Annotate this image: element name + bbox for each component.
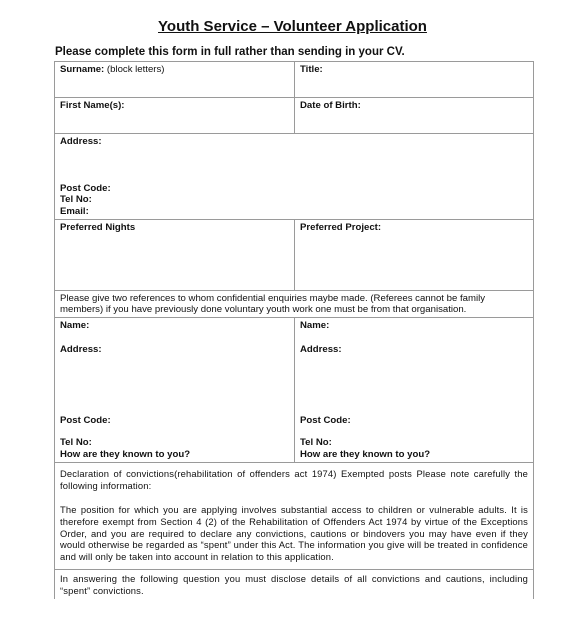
first-names-field[interactable]: [55, 98, 295, 134]
references-instruction: Please give two references to whom confidential enquiries maybe made. (Referees cannot be family members) if you have previously done voluntary youth work one must be from that organisation.: [55, 291, 534, 318]
form-intro: Please complete this form in full rather than sending in your CV.: [55, 46, 405, 58]
title-field[interactable]: [295, 62, 534, 98]
surname-hint: (block letters): [106, 64, 165, 75]
referee-1-tel-label: Tel No:: [60, 437, 92, 449]
referee-1[interactable]: [55, 318, 295, 463]
email-label: Email:: [60, 205, 89, 217]
form-title: Youth Service – Volunteer Application: [158, 18, 427, 35]
dob-field[interactable]: [295, 98, 534, 134]
declaration-body: The position for which you are applying involves substantial access to children or vulnerable adults. It is therefore exempt from Section 4 (2) of the Rehabilitation of Offenders Act 1974 by virtue of the Exceptions Order, and you are required to declare any convictions, cautions or bindovers you may have even if they would otherwise be regarded as “spent” under this Act. The information you give will be treated in confidence and will only be taken into account in relation to this application.: [60, 503, 528, 563]
preferred-project-label: Preferred Project:: [300, 222, 382, 234]
referee-2-name-label: Name:: [300, 320, 330, 332]
referee-1-address-label: Address:: [60, 343, 102, 355]
application-form: [54, 61, 534, 599]
dob-label: Date of Birth:: [300, 100, 361, 111]
referee-2-known-label: How are they known to you?: [300, 448, 431, 460]
referee-2-address-label: Address:: [300, 343, 342, 355]
preferred-project-field[interactable]: [295, 220, 534, 291]
title-label: Title:: [300, 64, 323, 75]
declaration-question: In answering the following question you must disclose details of all convictions and cautions, including “spent” convictions.: [55, 569, 533, 597]
referee-1-postcode-label: Post Code:: [60, 414, 111, 426]
referee-1-known-label: How are they known to you?: [60, 448, 191, 460]
preferred-nights-label: Preferred Nights: [60, 222, 136, 234]
tel-label: Tel No:: [60, 194, 92, 206]
address-label: Address:: [60, 136, 102, 147]
first-names-label: First Name(s):: [60, 100, 125, 111]
declaration-heading: Declaration of convictions(rehabilitation of offenders act 1974) Exempted posts Please note carefully the following information:: [60, 468, 528, 492]
referee-2-postcode-label: Post Code:: [300, 414, 351, 426]
surname-field[interactable]: [55, 62, 295, 98]
referee-2-tel-label: Tel No:: [300, 437, 332, 449]
declaration-section: [55, 463, 534, 599]
referee-2[interactable]: [295, 318, 534, 463]
postcode-label: Post Code:: [60, 182, 111, 194]
preferred-nights-field[interactable]: [55, 220, 295, 291]
address-field[interactable]: [55, 134, 534, 220]
surname-label: Surname:: [60, 64, 105, 75]
referee-1-name-label: Name:: [60, 320, 90, 332]
